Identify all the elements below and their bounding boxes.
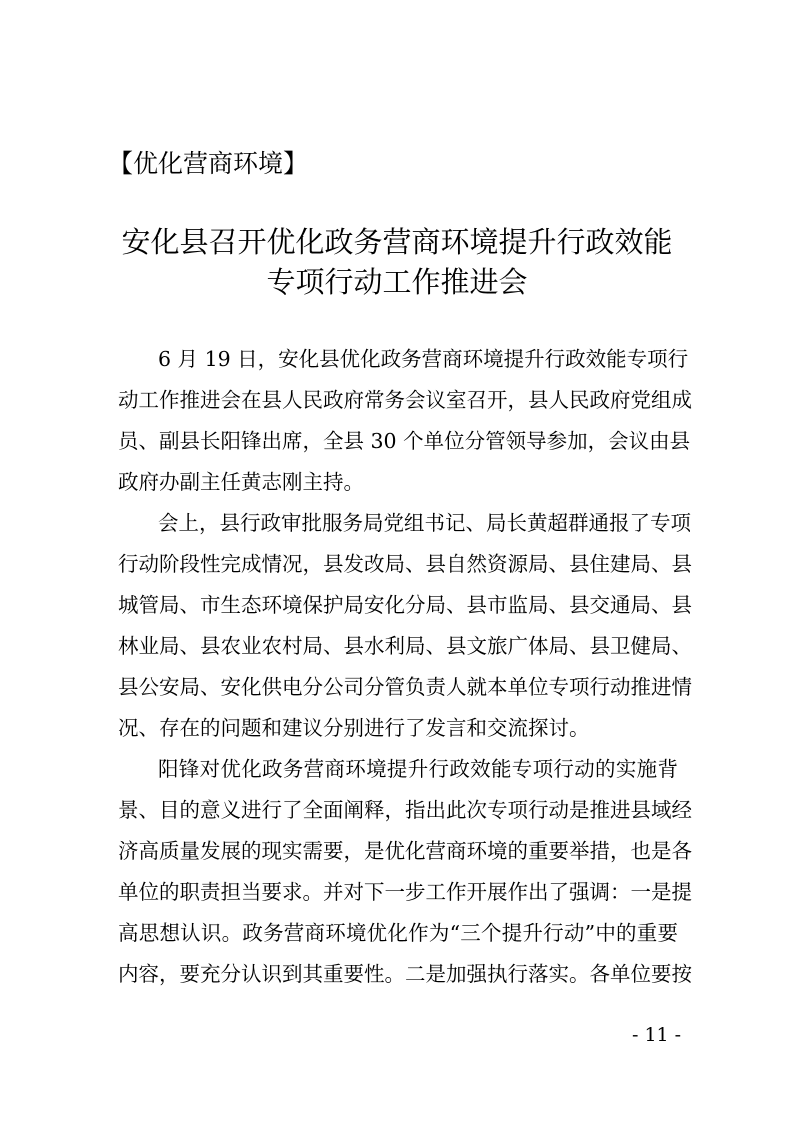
paragraph-line: 6 月 19 日，安化县优化政务营商环境提升行政效能专项行: [158, 347, 689, 371]
paragraph-line: 内容，要充分认识到其重要性。二是加强执行落实。各单位要按: [118, 962, 692, 986]
paragraph-line: 县公安局、安化供电分公司分管负责人就本单位专项行动推进情: [118, 675, 692, 699]
paragraph-line: 员、副县长阳锋出席，全县 30 个单位分管领导参加，会议由县: [118, 429, 691, 453]
section-tag: 【优化营商环境】: [108, 149, 309, 178]
paragraph-line: 阳锋对优化政务营商环境提升行政效能专项行动的实施背: [158, 757, 678, 781]
paragraph-line: 会上，县行政审批服务局党组书记、局长黄超群通报了专项: [158, 511, 691, 535]
paragraph-line: 行动阶段性完成情况，县发改局、县自然资源局、县住建局、县: [118, 552, 692, 576]
paragraph-line: 动工作推进会在县人民政府常务会议室召开，县人民政府党组成: [118, 388, 692, 412]
paragraph-line: 林业局、县农业农村局、县水利局、县文旅广体局、县卫健局、: [118, 634, 692, 658]
paragraph-line: 单位的职责担当要求。并对下一步工作开展作出了强调：一是提: [118, 880, 692, 904]
paragraph-line: 政府办副主任黄志刚主持。: [118, 470, 364, 494]
paragraph-line: 高思想认识。政务营商环境优化作为“三个提升行动”中的重要: [118, 921, 678, 945]
paragraph-line: 济高质量发展的现实需要，是优化营商环境的重要举措，也是各: [118, 839, 692, 863]
paragraph-line: 景、目的意义进行了全面阐释，指出此次专项行动是推进县域经: [118, 798, 692, 822]
page-number: - 11 -: [632, 1024, 682, 1046]
paragraph-line: 城管局、市生态环境保护局安化分局、县市监局、县交通局、县: [118, 593, 692, 617]
article-title-line-2: 专项行动工作推进会: [266, 265, 528, 299]
article-title-line-1: 安化县召开优化政务营商环境提升行政效能: [121, 225, 673, 259]
paragraph-line: 况、存在的问题和建议分别进行了发言和交流探讨。: [118, 716, 590, 740]
